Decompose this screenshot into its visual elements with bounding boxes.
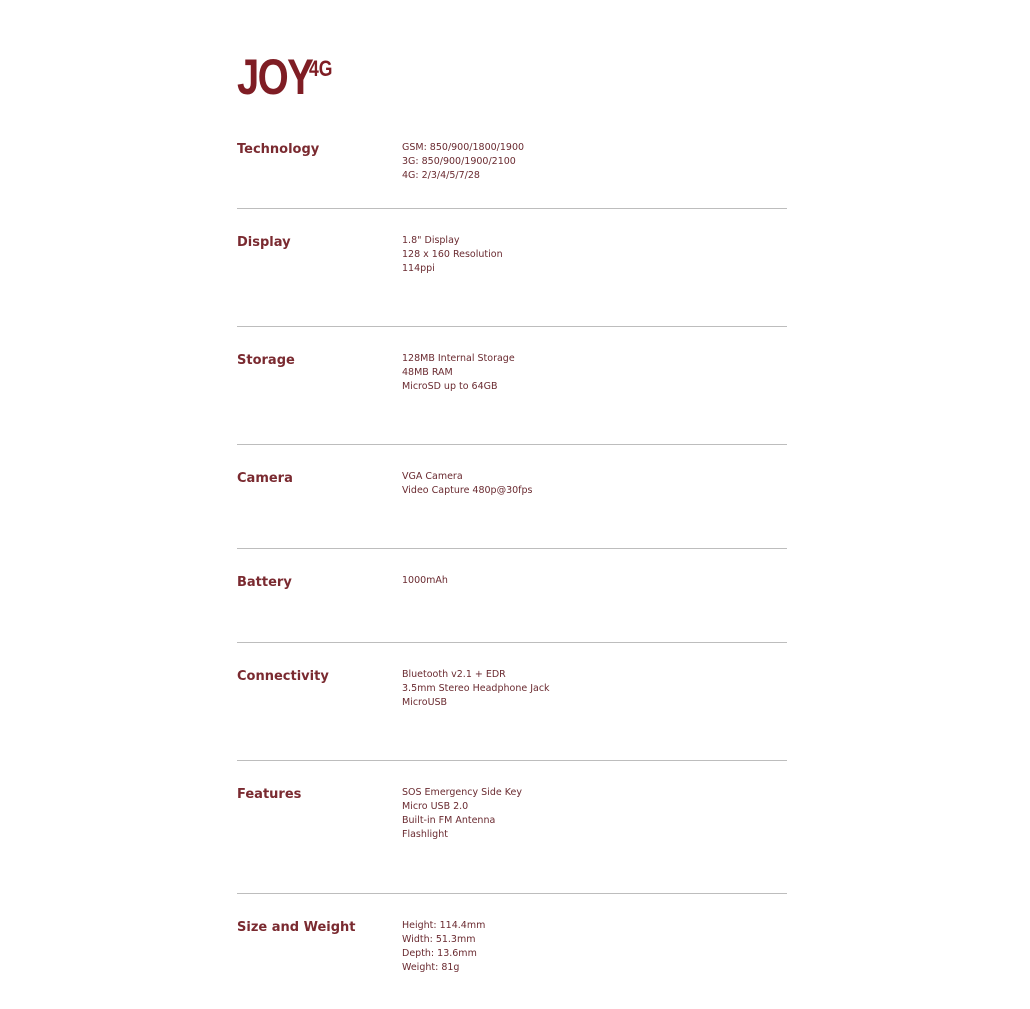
spec-values — [402, 668, 550, 710]
spec-label: Display — [237, 235, 291, 250]
spec-value: 4G: 2/3/4/5/7/28 — [402, 170, 480, 181]
spec-value: Flashlight — [402, 829, 448, 840]
spec-value: 3G: 850/900/1900/2100 — [402, 156, 516, 167]
spec-row — [237, 470, 787, 549]
spec-values — [402, 141, 524, 183]
spec-value: Built-in FM Antenna — [402, 815, 496, 826]
spec-value: MicroUSB — [402, 697, 448, 708]
spec-value: Video Capture 480p@30fps — [402, 485, 533, 496]
spec-label: Size and Weight — [237, 920, 356, 935]
spec-values — [402, 919, 485, 975]
spec-label: Battery — [237, 575, 292, 590]
spec-value: VGA Camera — [402, 471, 463, 482]
spec-label: Storage — [237, 353, 295, 368]
spec-value: MicroSD up to 64GB — [402, 381, 498, 392]
spec-value: Weight: 81g — [402, 962, 460, 973]
spec-value: Micro USB 2.0 — [402, 801, 469, 812]
spec-value: 128MB Internal Storage — [402, 353, 515, 364]
spec-values — [402, 574, 448, 588]
spec-row — [237, 786, 787, 894]
spec-value: 1000mAh — [402, 575, 448, 586]
spec-value: Depth: 13.6mm — [402, 948, 477, 959]
spec-row — [237, 352, 787, 445]
spec-row — [237, 919, 787, 1009]
spec-row — [237, 574, 787, 643]
spec-row — [237, 141, 787, 209]
spec-label: Camera — [237, 471, 293, 486]
spec-value: 128 x 160 Resolution — [402, 249, 503, 260]
spec-values — [402, 234, 503, 276]
spec-row — [237, 234, 787, 327]
spec-label: Features — [237, 787, 302, 802]
spec-value: SOS Emergency Side Key — [402, 787, 522, 798]
spec-values — [402, 470, 533, 498]
spec-value: 1.8" Display — [402, 235, 460, 246]
spec-label: Connectivity — [237, 669, 329, 684]
brand-name: JOY — [237, 49, 313, 105]
spec-value: 114ppi — [402, 263, 435, 274]
spec-value: Bluetooth v2.1 + EDR — [402, 669, 506, 680]
brand-logo — [237, 50, 331, 106]
spec-table — [237, 141, 787, 1009]
spec-value: 48MB RAM — [402, 367, 453, 378]
spec-row — [237, 668, 787, 761]
spec-value: 3.5mm Stereo Headphone Jack — [402, 683, 550, 694]
spec-value: Height: 114.4mm — [402, 920, 486, 931]
spec-value: GSM: 850/900/1800/1900 — [402, 142, 525, 153]
brand-badge: 4G — [309, 56, 333, 81]
spec-values — [402, 786, 522, 842]
spec-label: Technology — [237, 142, 320, 157]
spec-values — [402, 352, 515, 394]
spec-value: Width: 51.3mm — [402, 934, 476, 945]
